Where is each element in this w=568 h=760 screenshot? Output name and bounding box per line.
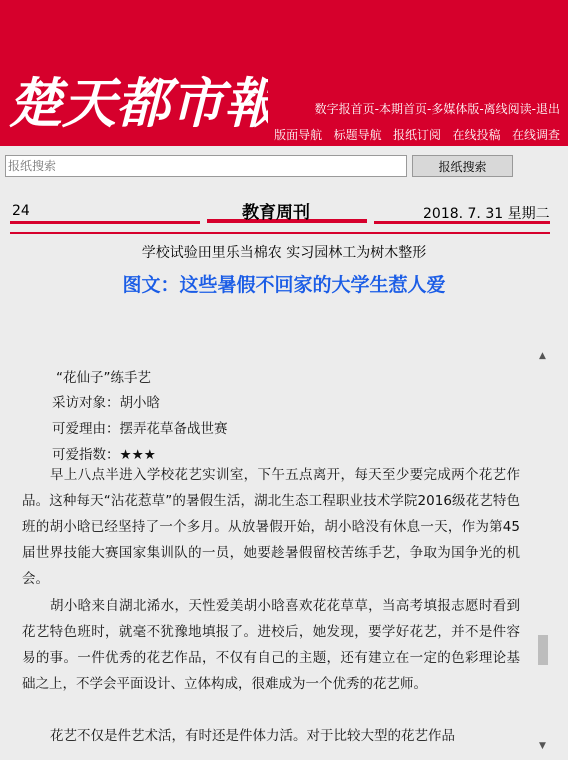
divider-left-top: [10, 221, 200, 224]
search-input[interactable]: [5, 155, 407, 177]
top-links[interactable]: [315, 100, 560, 117]
subject-line: 采访对象：胡小晗: [52, 395, 160, 411]
section-title: 教育周刊: [242, 203, 310, 223]
divider-bottom: [10, 232, 552, 234]
article-headline: 图文：这些暑假不回家的大学生惹人爱: [122, 274, 446, 296]
paragraph: 胡小晗来自湖北浠水，天性爱美胡小晗喜欢花花草草，当高考填报志愿时看到花艺特色班时，就毫不犹豫地填报了。进校后，她发现，要学好花艺，并不是件容易的事。一件优秀的花艺作品，不仅有自己的主题，还有建立在一定的色彩理论基础之上，不学会平面设计、立体构成，很难成为一个优秀的花艺师。: [22, 598, 520, 692]
search-button[interactable]: 报纸搜索: [412, 155, 513, 177]
page-number: 24: [12, 203, 30, 219]
logo-calligraphy: [8, 64, 268, 136]
article-body: [0, 345, 535, 760]
article-subtitle: 学校试验田里乐当棉农 实习园林工为树木整形: [141, 245, 427, 261]
nav-link-layout[interactable]: 版面导航: [274, 128, 323, 142]
svg-text:楚天都市報: 楚天都市報: [8, 71, 268, 135]
scroll-thumb[interactable]: [538, 635, 548, 665]
article-topic: “花仙子”练手艺: [56, 370, 151, 386]
article-scrollbar[interactable]: [535, 345, 550, 760]
nav-links: [274, 126, 560, 143]
nav-link-submit[interactable]: 在线投稿: [452, 128, 501, 142]
top-links-text[interactable]: 数字报首页-本期首页-多媒体版-离线阅读-退出: [314, 102, 560, 116]
scroll-up-arrow-icon[interactable]: ▲: [539, 351, 546, 361]
issue-date: 2018. 7. 31 星期二: [423, 206, 550, 222]
reason-line: 可爱理由：摆弄花草备战世赛: [52, 421, 228, 437]
nav-link-survey[interactable]: 在线调查: [511, 128, 560, 142]
masthead: [0, 0, 568, 146]
nav-link-headlines[interactable]: 标题导航: [333, 128, 382, 142]
right-margin: [550, 146, 568, 760]
rating-line: 可爱指数：★★★: [52, 447, 156, 463]
paragraph: 早上八点半进入学校花艺实训室，下午五点离开，每天至少要完成两个花艺作品。这种每天“沾花惹草”的暑假生活，湖北生态工程职业技术学院2016级花艺特色班的胡小晗已经坚持了一个多月。从放暑假开始，胡小晗没有休息一天，作为第45届世界技能大赛国家集训队的一员，她要趁暑假留校苦练手艺，争取为国争光的机会。: [22, 467, 520, 587]
scroll-down-arrow-icon[interactable]: ▼: [539, 741, 546, 751]
paragraph: 花艺不仅是件艺术活，有时还是件体力活。对于比较大型的花艺作品: [50, 728, 455, 744]
newspaper-logo: [8, 64, 268, 136]
nav-link-subscribe[interactable]: 报纸订阅: [393, 128, 442, 142]
